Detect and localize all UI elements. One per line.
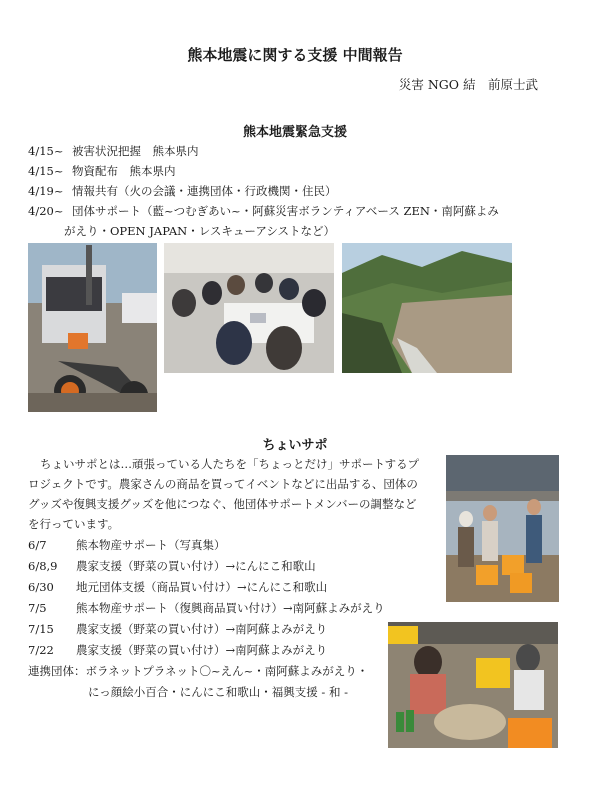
item-text: 被害状況把握 熊本県内 bbox=[72, 144, 199, 158]
photo-landslide bbox=[342, 243, 512, 373]
partners-line bbox=[28, 663, 368, 679]
item-date: 6/8,9 bbox=[28, 559, 58, 573]
partners-label: 連携団体： bbox=[28, 664, 86, 678]
section-heading-choisapo: ちょいサポ bbox=[262, 438, 328, 453]
intro-paragraph bbox=[28, 454, 448, 534]
photo-farmers bbox=[446, 455, 559, 602]
item-date: 7/15 bbox=[28, 622, 54, 636]
intro-line: ちょいサポとは…頑張っている人たちを「ちょっとだけ」サポートするプ bbox=[40, 457, 420, 471]
item-text: 団体サポート（藍~つむぎあい~・阿蘇災害ボランティアベース ZEN・南阿蘇よみ bbox=[72, 204, 499, 218]
item-text: 農家支援（野菜の買い付け）→南阿蘇よみがえり bbox=[76, 643, 328, 657]
list-item-continuation: がえり・OPEN JAPAN・レスキューアシストなど） bbox=[64, 224, 336, 238]
photo-meeting bbox=[164, 243, 334, 373]
item-text: 物資配布 熊本県内 bbox=[72, 164, 176, 178]
item-date: 4/15~ bbox=[28, 164, 64, 178]
item-text: 地元団体支援（商品買い付け）→にんにこ和歌山 bbox=[76, 580, 328, 594]
intro-line: を行っています。 bbox=[28, 517, 120, 531]
list-item bbox=[28, 163, 176, 179]
list-item bbox=[28, 203, 499, 219]
item-text: 熊本物産サポート（写真集） bbox=[76, 538, 226, 552]
item-date: 6/7 bbox=[28, 538, 47, 552]
item-date: 4/19~ bbox=[28, 184, 64, 198]
list-item bbox=[28, 537, 226, 553]
section-heading-emergency: 熊本地震緊急支援 bbox=[242, 125, 347, 140]
list-item bbox=[28, 558, 316, 574]
item-text: 農家支援（野菜の買い付け）→南阿蘇よみがえり bbox=[76, 622, 328, 636]
photo-motorcycle-van bbox=[28, 243, 157, 412]
intro-line: ロジェクトです。農家さんの商品を買ってイベントなどに出品する、団体の bbox=[28, 477, 418, 491]
author-line: 災害 NGO 結 前原士武 bbox=[398, 77, 538, 92]
item-date: 4/20~ bbox=[28, 204, 64, 218]
list-item bbox=[28, 183, 337, 199]
item-text: 農家支援（野菜の買い付け）→にんにこ和歌山 bbox=[76, 559, 316, 573]
item-text: 情報共有（火の会議・連携団体・行政機関・住民） bbox=[72, 184, 337, 198]
item-date: 7/22 bbox=[28, 643, 54, 657]
item-date: 4/15~ bbox=[28, 144, 64, 158]
item-date: 6/30 bbox=[28, 580, 54, 594]
partners-list: ボラネットプラネット〇~えん~・南阿蘇よみがえり・ bbox=[85, 664, 369, 678]
photo-sorting-produce bbox=[388, 622, 558, 748]
partners-line-continuation: にっ顔絵小百合・にんにこ和歌山・福興支援 - 和 - bbox=[88, 685, 349, 699]
page-title: 熊本地震に関する支援 中間報告 bbox=[187, 46, 403, 64]
item-date: 7/5 bbox=[28, 601, 47, 615]
list-item bbox=[28, 621, 327, 637]
list-item bbox=[28, 143, 199, 159]
list-item bbox=[28, 642, 327, 658]
list-item bbox=[28, 579, 327, 595]
item-text: 熊本物産サポート（復興商品買い付け）→南阿蘇よみがえり bbox=[76, 601, 385, 615]
list-item bbox=[28, 600, 385, 616]
intro-line: グッズや復興支援グッズを他につなぐ、他団体サポートメンバーの調整など bbox=[28, 497, 417, 511]
